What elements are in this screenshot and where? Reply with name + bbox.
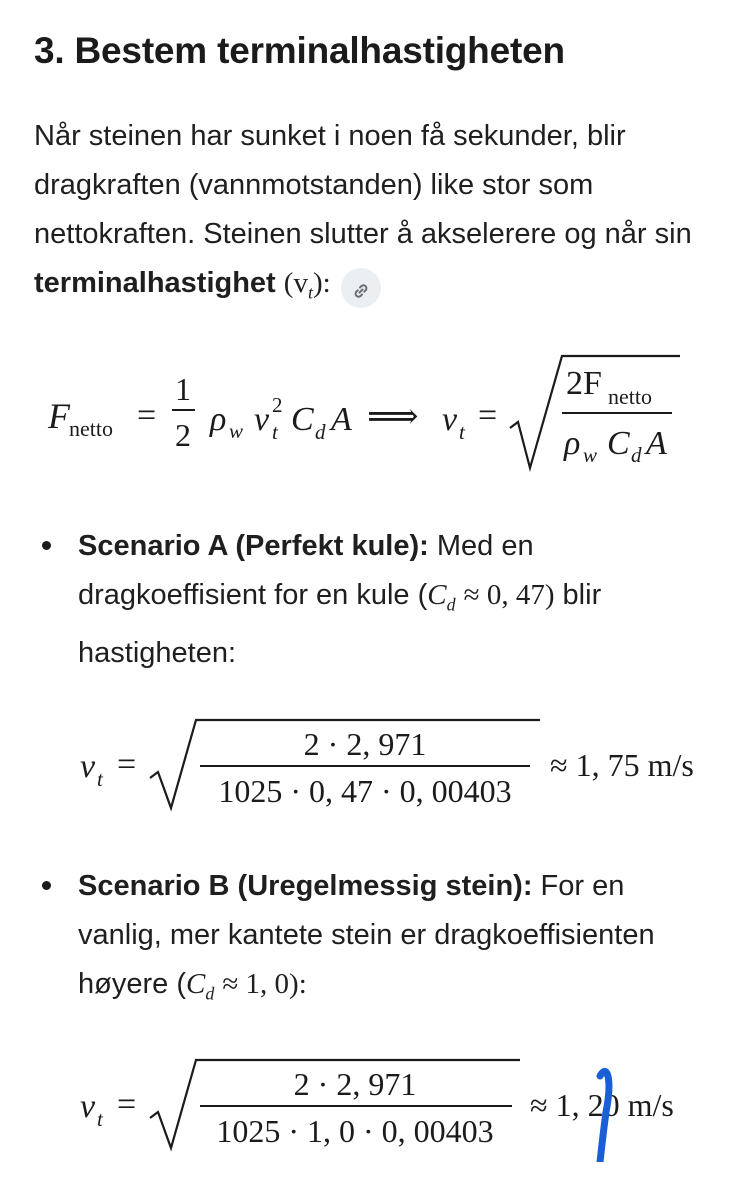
scenario-b-item bbox=[34, 862, 714, 1018]
svg-text:=: = bbox=[478, 397, 498, 434]
main-formula-den-rho: ρ bbox=[564, 425, 581, 462]
bullet-dot bbox=[42, 881, 51, 890]
link-icon bbox=[351, 281, 371, 301]
bullet-dot bbox=[42, 541, 51, 550]
svg-text:A: A bbox=[646, 425, 667, 462]
intro-text: Når steinen har sunket i noen få sekunder, blir dragkraften (vannmotstanden) like stor som nettokraften. Steinen slutter å akselerere og når sin bbox=[34, 120, 692, 250]
main-formula-num: 2F bbox=[566, 365, 602, 402]
scenario-b-text: Scenario B (Uregelmessig stein): For en vanlig, mer kantete stein er dragkoeffisienten høyere ($C_d \approx 1$, 0): bbox=[78, 870, 655, 1004]
scenario-b-formula bbox=[0, 1052, 731, 1162]
section-heading: 3. Bestem terminalhastigheten bbox=[34, 30, 565, 71]
main-formula-area: A bbox=[331, 401, 352, 438]
svg-text:2: 2 bbox=[272, 393, 283, 417]
svg-text:t: t bbox=[97, 1107, 103, 1131]
intro-symbol: $(v_t)$: bbox=[283, 267, 331, 303]
svg-text:=: = bbox=[137, 397, 157, 434]
main-formula-implies: ⟹ bbox=[367, 396, 419, 436]
main-formula bbox=[0, 350, 731, 490]
scenario-a-formula bbox=[0, 712, 731, 822]
svg-text:v: v bbox=[80, 748, 96, 785]
scenario-a-result: ≈ 1, 75 m/s bbox=[550, 747, 694, 783]
main-formula-half-num: 1 bbox=[175, 371, 191, 407]
scenario-a-denominator: 1025 · 0, 47 · 0, 00403 bbox=[218, 773, 512, 809]
main-formula-result-v: v bbox=[442, 401, 458, 438]
main-formula-lhs: F bbox=[48, 396, 70, 436]
svg-text:netto: netto bbox=[608, 384, 652, 409]
main-formula-v: v bbox=[254, 401, 270, 438]
svg-text:d: d bbox=[315, 420, 326, 444]
scenario-b-numerator: 2 · 2, 971 bbox=[293, 1066, 417, 1102]
svg-text:=: = bbox=[117, 1086, 137, 1123]
main-formula-lhs-sub: netto bbox=[69, 416, 113, 441]
scenario-a-text: Scenario A (Perfekt kule): Med en dragkoeffisient for en kule ($C_d \approx 0$, 47) blir hastigheten: bbox=[78, 530, 602, 670]
scenario-a-numerator: 2 · 2, 971 bbox=[303, 726, 427, 762]
svg-text:t: t bbox=[97, 767, 103, 791]
intro-bold-term: terminalhastighet bbox=[34, 267, 276, 299]
main-formula-half-den: 2 bbox=[175, 417, 191, 453]
scenario-b-denominator: 1025 · 1, 0 · 0, 00403 bbox=[216, 1113, 494, 1149]
svg-text:C: C bbox=[607, 425, 630, 462]
svg-text:w: w bbox=[583, 443, 598, 467]
svg-text:v: v bbox=[80, 1088, 96, 1125]
copy-link-button[interactable] bbox=[341, 268, 381, 308]
main-formula-rho: ρ bbox=[210, 401, 227, 438]
intro-paragraph bbox=[34, 112, 714, 317]
svg-text:d: d bbox=[631, 443, 642, 467]
svg-text:t: t bbox=[459, 420, 465, 444]
svg-text:w: w bbox=[229, 419, 244, 443]
svg-text:t: t bbox=[272, 420, 278, 444]
svg-text:=: = bbox=[117, 746, 137, 783]
scenario-a-item bbox=[34, 522, 714, 678]
scenario-b-result: ≈ 1, 20 m/s bbox=[530, 1087, 674, 1123]
main-formula-cd: C bbox=[291, 401, 314, 438]
